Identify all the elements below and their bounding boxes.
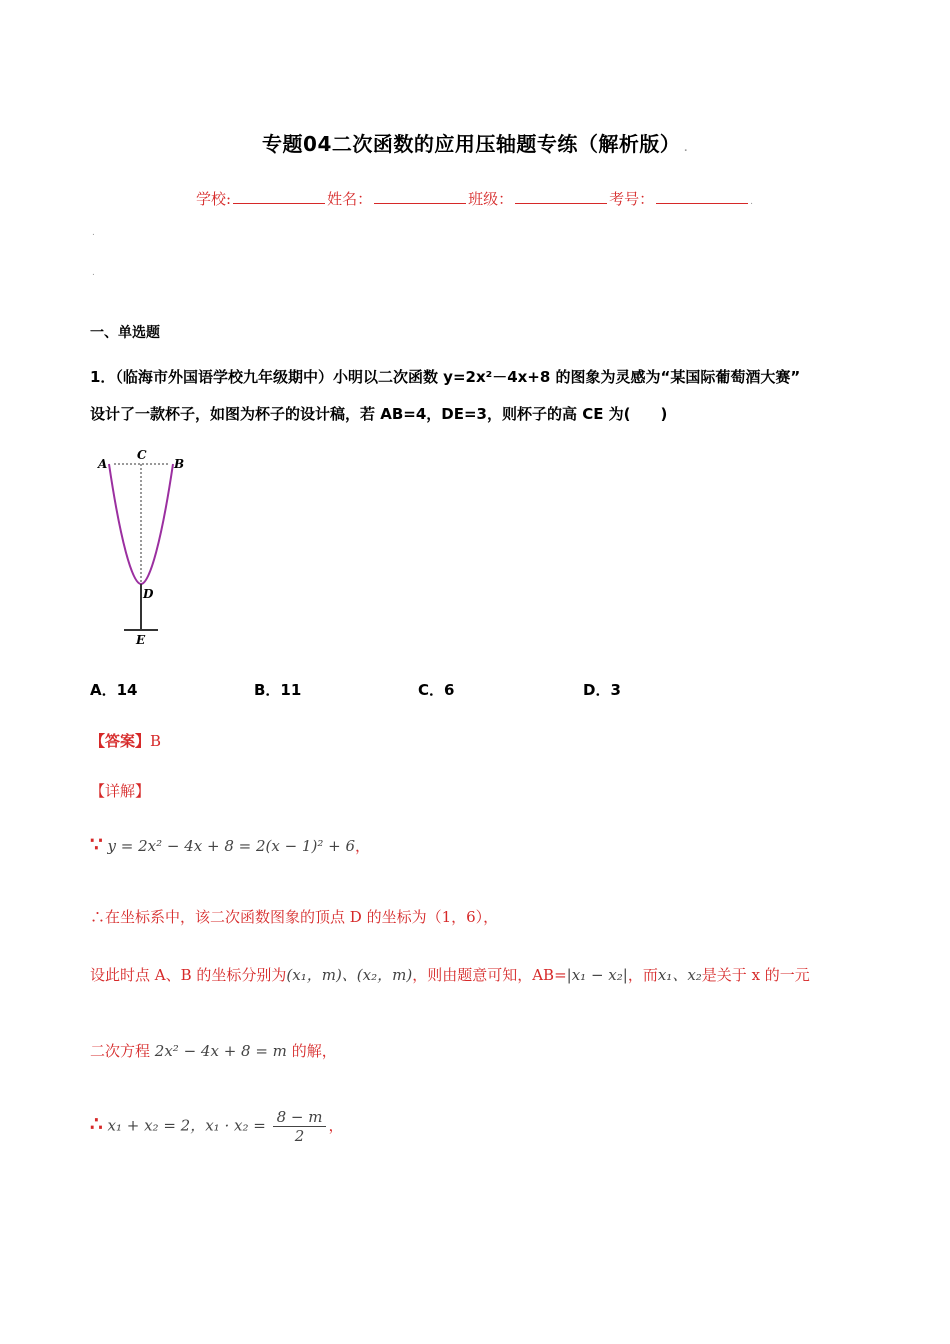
- school-label: 学校:: [196, 190, 232, 208]
- paragraph-mark: .: [92, 268, 95, 278]
- solution-line-2: ∴在坐标系中，该二次函数图象的顶点 D 的坐标为（1，6），: [90, 908, 499, 926]
- school-blank[interactable]: [233, 189, 325, 204]
- product-fraction: [273, 1108, 327, 1145]
- class-blank[interactable]: [515, 189, 607, 204]
- solution-line-3: 设此时点 A、B 的坐标分别为(x₁，m)、(x₂，m)，则由题意可知，AB=|x₁ − x₂|，而x₁、x₂是关于 x 的一元: [90, 966, 810, 984]
- roots-symbols: x₁、x₂: [657, 966, 702, 984]
- solution-line-1: ∵ y = 2x² − 4x + 8 = 2(x − 1)² + 6，: [90, 832, 371, 856]
- quadratic-equation: 2x² − 4x + 8 = m: [154, 1042, 287, 1060]
- question-line-1: 1．（临海市外国语学校九年级期中）小明以二次函数 y=2x²－4x+8 的图象为灵感为“某国际葡萄酒大赛”: [90, 368, 801, 386]
- fraction-numerator: 8 − m: [273, 1108, 327, 1127]
- solution-line-4: 二次方程 2x² − 4x + 8 = m 的解，: [90, 1042, 337, 1060]
- vieta-sum-product: x₁ + x₂ = 2，x₁ · x₂ =: [107, 1116, 266, 1135]
- number-blank[interactable]: [656, 189, 748, 204]
- option-a[interactable]: A．14: [90, 681, 138, 699]
- question-line-2: 设计了一款杯子，如图为杯子的设计稿，若 AB=4，DE=3，则杯子的高 CE 为( ): [90, 405, 668, 423]
- points-coordinates: (x₁，m)、(x₂，m): [286, 966, 413, 984]
- answer-line: [90, 730, 161, 751]
- fraction-denominator: 2: [294, 1127, 305, 1145]
- therefore-symbol: ∴: [90, 1111, 103, 1136]
- because-symbol: ∵: [90, 832, 103, 856]
- label-d: D: [143, 587, 154, 601]
- page-title: 专题04二次函数的应用压轴题专练（解析版） .: [262, 132, 688, 156]
- solution-line-5: ∴ x₁ + x₂ = 2，x₁ · x₂ = $\frac{8 - m}{2}$ ，: [90, 1108, 344, 1145]
- option-d[interactable]: D．3: [583, 681, 621, 699]
- vertex-form-equation: y = 2x² − 4x + 8 = 2(x − 1)² + 6: [107, 837, 355, 855]
- name-blank[interactable]: [374, 189, 466, 204]
- label-b: B: [174, 457, 185, 471]
- paragraph-mark: .: [92, 228, 95, 238]
- label-c: C: [137, 448, 147, 462]
- label-a: A: [98, 457, 108, 471]
- answer-label: 【答案】: [90, 732, 151, 750]
- class-label: 班级：: [468, 190, 514, 208]
- number-label: 考号：: [609, 190, 655, 208]
- detail-label: 【详解】: [90, 782, 151, 800]
- student-info-line: 学校: 姓名： 班级： 考号： .: [196, 190, 753, 208]
- section-heading: 一、单选题: [90, 325, 160, 341]
- ab-absolute-value: |x₁ − x₂|: [566, 966, 628, 984]
- cup-figure: [92, 448, 202, 648]
- option-c[interactable]: C．6: [418, 681, 455, 699]
- name-label: 姓名：: [327, 190, 373, 208]
- option-b[interactable]: B．11: [254, 681, 302, 699]
- answer-value: B: [150, 732, 162, 750]
- label-e: E: [136, 633, 146, 647]
